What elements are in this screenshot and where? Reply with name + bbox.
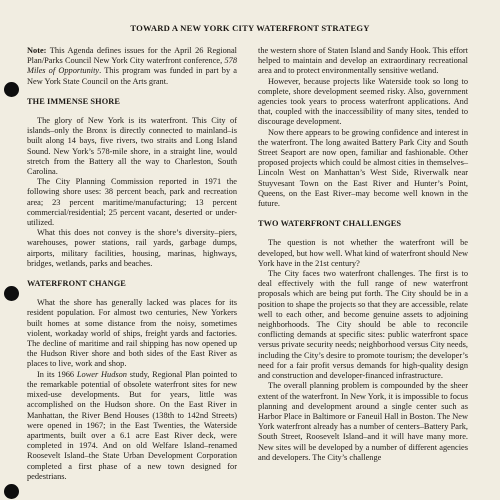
- section-heading-immense-shore: THE IMMENSE SHORE: [27, 96, 120, 106]
- page-title: TOWARD A NEW YORK CITY WATERFRONT STRATEGY: [130, 23, 370, 33]
- paragraph: What this does not convey is the shore’s diversity–piers, warehouses, power stations, rail yards, garbage dumps, airports, military facilities, housing, marinas, highways, bridges, wetlands, parks and beaches.: [27, 228, 237, 268]
- right-column: [258, 46, 468, 463]
- paragraph: In its 1966 Lower Hudson study, Regional Plan pointed to the remarkable potential of obsolete waterfront sites for new mixed-use developments. But for years, little was accomplished on the Hudson shore. On the East River in Manhattan, the River Bend Houses (138th to 142nd Streets) were opened in 1967; in the East Twenties, the Waterside apartments, built over a 6.1 acre East River deck, were completed in 1974. And on old Welfare Island–renamed Roosevelt Island–the State Urban Development Corporation completed a first phase of a new town designed for pedestrians.: [27, 369, 238, 481]
- paragraph: What the shore has generally lacked was places for its resident population. For almost two centuries, New Yorkers built homes at some distance from the noisy, sometimes violent, workaday world of ships, freight yards and factories. The decline of maritime and rail shipping has now opened up the Hudson River shore and both sides of the East River as places to live, work and shop.: [27, 298, 237, 369]
- binder-hole: [4, 286, 19, 301]
- paragraph: The glory of New York is its waterfront. This City of islands–only the Bronx is directly connected to mainland–is built along 14 bays, five rivers, two straits and Long Island Sound. New York’s 578-mile shore, in a straight line, would stretch from the Battery all the way to Charleston, South Carolina.: [27, 116, 237, 177]
- binder-hole: [4, 82, 19, 97]
- paragraph: The question is not whether the waterfront will be developed, but how well. What kind of waterfront should New York have in the 21st century?: [258, 238, 468, 268]
- paragraph: However, because projects like Waterside took so long to complete, shore development seemed risky. Also, government agencies took years to process waterfront applications. And that, coupled with the inaccessibility of many sites, tended to discourage development.: [258, 76, 468, 127]
- left-column: [27, 46, 237, 482]
- note-label: Note:: [27, 46, 47, 55]
- paragraph: The overall planning problem is compounded by the sheer extent of the waterfront. In New York, it is impossible to focus planning and development around a single center such as Harbor Place in Baltimore or Faneuil Hall in Boston. The New York waterfront already has a number of centers–Battery Park, South Street, Roosevelt Island–and it will have many more. New sites will be developed by a number of different agencies and developers. The City’s challenge: [258, 381, 468, 462]
- section-heading-two-challenges: TWO WATERFRONT CHALLENGES: [258, 219, 402, 229]
- paragraph: The City Planning Commission reported in 1971 the following shore uses: 38 percent beach, park and recreation area; 23 percent maritime/manufacturing; 13 percent commercial/residential; 25 percent vacant, deserted or under-utilized.: [27, 177, 237, 228]
- paragraph: The City faces two waterfront challenges. The first is to deal effectively with the full range of new waterfront proposals which are being put forth. The City should be in a position to shape the projects so that they are accessible, relate well to each other, and become genuine assets to adjoining neighborhoods. The City should be able to reconcile conflicting demands at specific sites: public waterfront space versus private security needs; neighborhood versus City needs, including the City’s desire to promote tourism; the developer’s need for a fair profit versus demands for high-quality design and construction and developer-financed infrastructure.: [258, 269, 468, 381]
- paragraph: Now there appears to be growing confidence and interest in the waterfront. The long awaited Battery Park City and South Street Seaport are now open, familiar and fashionable. Other proposed projects which could be almost cities in themselves–Lincoln West on Manhattan’s West Side, Riverwalk near Stuyvesant Town on the East River and Hunter’s Point, Queens, on the East River–may become well known in the future.: [258, 127, 468, 209]
- section-heading-waterfront-change: WATERFRONT CHANGE: [27, 279, 126, 289]
- note-paragraph: Note: This Agenda defines issues for the April 26 Regional Plan/Parks Council New York City waterfront conference, 578 Miles of Opportunity. This program was funded in part by a New York State Council on the Arts grant.: [27, 46, 237, 86]
- paragraph: the western shore of Staten Island and Sandy Hook. This effort helped to maintain and develop an extraordinary recreational area and to protect environmentally sensitive wetland.: [258, 46, 468, 76]
- conference-title: 578 Miles of Opportunity: [27, 56, 237, 76]
- study-title: Lower Hudson: [76, 369, 127, 379]
- binder-hole: [4, 484, 19, 499]
